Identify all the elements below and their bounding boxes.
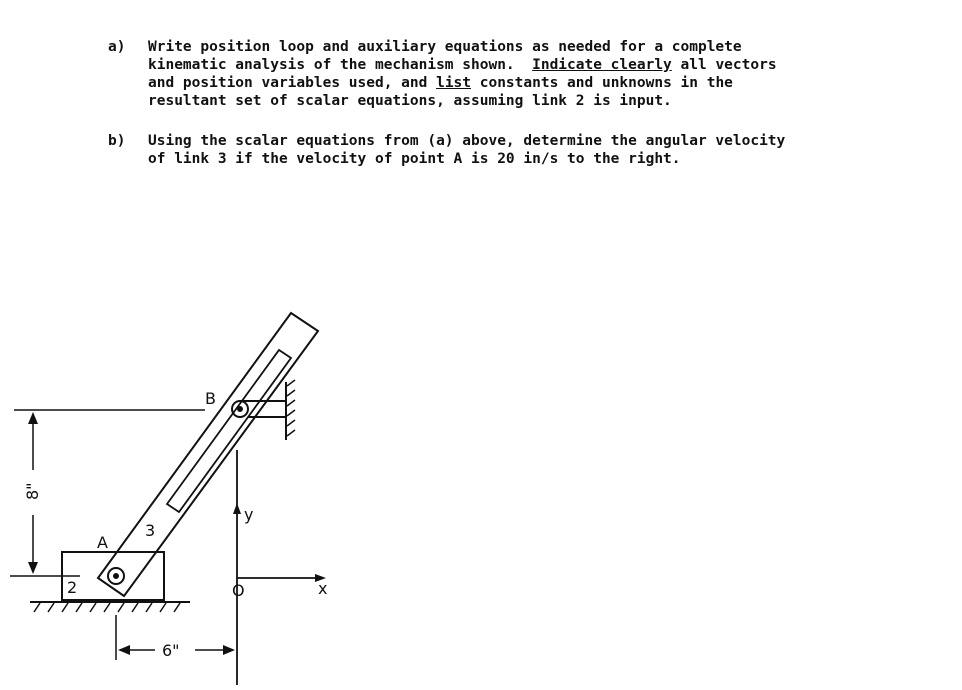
- label-dim-6: 6": [162, 641, 180, 660]
- pin-b-wall-hatching: [287, 380, 295, 436]
- part-b-line-2: of link 3 if the velocity of point A is 20 in/s to the right.: [148, 151, 681, 167]
- label-dim-8: 8": [23, 482, 42, 500]
- pin-a-center: [114, 574, 118, 578]
- part-a-line-2-post: all vectors: [671, 57, 777, 73]
- label-link-2: 2: [67, 578, 78, 597]
- label-y-axis: y: [244, 505, 254, 524]
- label-link-3: 3: [145, 521, 156, 540]
- label-a: A: [97, 533, 108, 552]
- label-origin: O: [232, 581, 245, 600]
- dim-6-arrow-left: [118, 645, 130, 655]
- part-a-line-4: resultant set of scalar equations, assuming link 2 is input.: [148, 93, 672, 109]
- part-a-line-1: Write position loop and auxiliary equations as needed for a complete: [148, 39, 742, 55]
- link-3-slot: [167, 350, 291, 512]
- label-x-axis: x: [318, 579, 328, 598]
- part-a-label: a): [108, 39, 126, 55]
- ground-hatching: [34, 603, 180, 612]
- pin-b-center: [238, 407, 242, 411]
- part-b-line-1: Using the scalar equations from (a) above, determine the angular velocity: [148, 133, 786, 149]
- part-a-underlined-indicate: Indicate clearly: [532, 57, 672, 73]
- part-a-line-3-pre: and position variables used, and: [148, 75, 437, 91]
- part-b-label: b): [108, 133, 126, 149]
- dim-8-arrow-down: [28, 562, 38, 574]
- label-b: B: [205, 389, 216, 408]
- part-a-line-2-pre: kinematic analysis of the mechanism shown.: [148, 57, 533, 73]
- dim-6-arrow-right: [223, 645, 235, 655]
- y-axis-arrow: [233, 503, 241, 514]
- part-a-underlined-list: list: [436, 75, 472, 91]
- dim-8-arrow-up: [28, 412, 38, 424]
- link-3-bar: [98, 313, 318, 596]
- part-a-line-3-post: constants and unknowns in the: [471, 75, 733, 91]
